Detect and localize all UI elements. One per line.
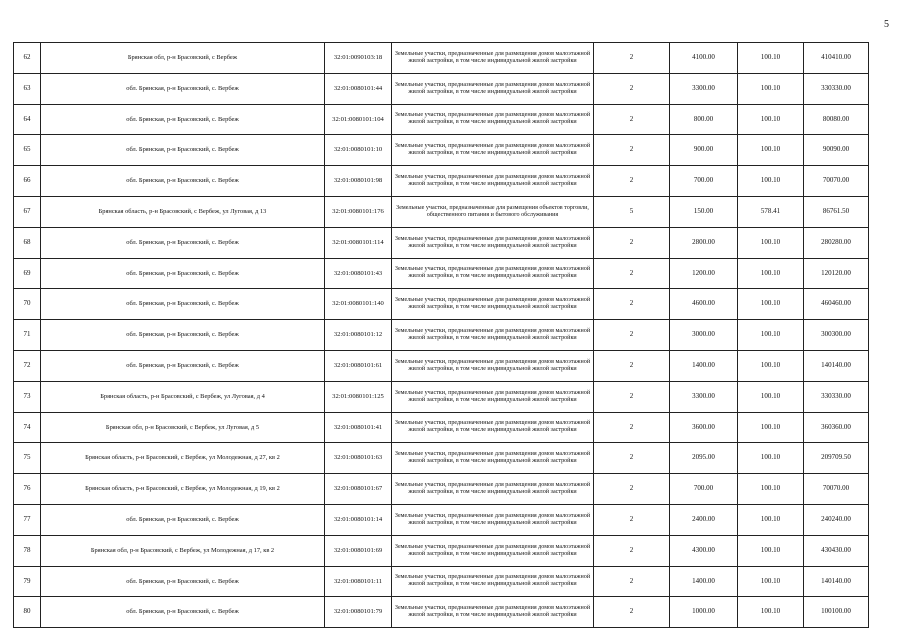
table-row: [14, 320, 869, 351]
area-cell: 1200.00: [670, 258, 738, 289]
cadastral-value-cell: 360360.00: [804, 412, 869, 443]
address-cell: Брянская область, р-н Брасовский, с Вербеж, ул Луговая, д 4: [41, 381, 325, 412]
cadastral-number-cell: 32:01:0080101:125: [325, 381, 392, 412]
specific-value-cell: 100.10: [738, 258, 804, 289]
table-row: [14, 566, 869, 597]
cadastral-number-cell: 32:01:0080101:14: [325, 504, 392, 535]
table-row: [14, 73, 869, 104]
group-cell: 2: [594, 320, 670, 351]
specific-value-cell: 100.10: [738, 597, 804, 628]
address-cell: обл. Брянская, р-н Брасовский, с. Вербеж: [41, 166, 325, 197]
cadastral-number-cell: 32:01:0080101:44: [325, 73, 392, 104]
table-row: [14, 443, 869, 474]
table-row: [14, 597, 869, 628]
land-use-cell: Земельные участки, предназначенные для размещения домов малоэтажной жилой застройки, в том числе индивидуальной жилой застройки: [392, 381, 594, 412]
row-number: 66: [14, 166, 41, 197]
land-use-cell: Земельные участки, предназначенные для размещения домов малоэтажной жилой застройки, в том числе индивидуальной жилой застройки: [392, 73, 594, 104]
address-cell: обл. Брянская, р-н Брасовский, с. Вербеж: [41, 504, 325, 535]
group-cell: 2: [594, 566, 670, 597]
land-use-cell: Земельные участки, предназначенные для размещения домов малоэтажной жилой застройки, в том числе индивидуальной жилой застройки: [392, 135, 594, 166]
row-number: 64: [14, 104, 41, 135]
row-number: 77: [14, 504, 41, 535]
cadastral-value-cell: 86761.50: [804, 196, 869, 227]
address-cell: Брянская область, р-н Брасовский, с Вербеж, ул Молодежная, д 27, кв 2: [41, 443, 325, 474]
table-row: [14, 227, 869, 258]
specific-value-cell: 100.10: [738, 135, 804, 166]
area-cell: 700.00: [670, 474, 738, 505]
address-cell: обл. Брянская, р-н Брасовский, с. Вербеж: [41, 289, 325, 320]
specific-value-cell: 578.41: [738, 196, 804, 227]
address-cell: обл. Брянская, р-н Брасовский, с. Вербеж: [41, 566, 325, 597]
specific-value-cell: 100.10: [738, 289, 804, 320]
land-use-cell: Земельные участки, предназначенные для размещения домов малоэтажной жилой застройки, в том числе индивидуальной жилой застройки: [392, 320, 594, 351]
group-cell: 2: [594, 597, 670, 628]
row-number: 70: [14, 289, 41, 320]
table-row: [14, 350, 869, 381]
cadastral-value-cell: 280280.00: [804, 227, 869, 258]
address-cell: обл. Брянская, р-н Брасовский, с. Вербеж: [41, 227, 325, 258]
cadastral-value-cell: 80080.00: [804, 104, 869, 135]
row-number: 71: [14, 320, 41, 351]
specific-value-cell: 100.10: [738, 166, 804, 197]
cadastral-number-cell: 32:01:0080101:104: [325, 104, 392, 135]
specific-value-cell: 100.10: [738, 412, 804, 443]
area-cell: 3300.00: [670, 73, 738, 104]
cadastral-value-cell: 430430.00: [804, 535, 869, 566]
group-cell: 2: [594, 104, 670, 135]
row-number: 62: [14, 43, 41, 74]
area-cell: 2400.00: [670, 504, 738, 535]
address-cell: Брянская обл, р-н Брасовский, с Вербеж, ул Луговая, д 5: [41, 412, 325, 443]
cadastral-value-cell: 70070.00: [804, 474, 869, 505]
cadastral-number-cell: 32:01:0080101:12: [325, 320, 392, 351]
address-cell: обл. Брянская, р-н Брасовский, с. Вербеж: [41, 350, 325, 381]
table-row: [14, 166, 869, 197]
cadastral-number-cell: 32:01:0080101:98: [325, 166, 392, 197]
cadastral-value-cell: 410410.00: [804, 43, 869, 74]
row-number: 67: [14, 196, 41, 227]
address-cell: обл. Брянская, р-н Брасовский, с. Вербеж: [41, 597, 325, 628]
row-number: 69: [14, 258, 41, 289]
land-use-cell: Земельные участки, предназначенные для размещения домов малоэтажной жилой застройки, в том числе индивидуальной жилой застройки: [392, 443, 594, 474]
area-cell: 2095.00: [670, 443, 738, 474]
group-cell: 2: [594, 135, 670, 166]
cadastral-number-cell: 32:01:0080101:41: [325, 412, 392, 443]
address-cell: обл. Брянская, р-н Брасовский, с. Вербеж: [41, 104, 325, 135]
table-row: [14, 474, 869, 505]
group-cell: 2: [594, 43, 670, 74]
cadastral-number-cell: 32:01:0080101:61: [325, 350, 392, 381]
land-use-cell: Земельные участки, предназначенные для размещения домов малоэтажной жилой застройки, в том числе индивидуальной жилой застройки: [392, 597, 594, 628]
address-cell: Брянская обл, р-н Брасовский, с Вербеж: [41, 43, 325, 74]
area-cell: 700.00: [670, 166, 738, 197]
area-cell: 4300.00: [670, 535, 738, 566]
row-number: 78: [14, 535, 41, 566]
cadastral-number-cell: 32:01:0080101:69: [325, 535, 392, 566]
area-cell: 150.00: [670, 196, 738, 227]
land-use-cell: Земельные участки, предназначенные для размещения домов малоэтажной жилой застройки, в том числе индивидуальной жилой застройки: [392, 504, 594, 535]
land-use-cell: Земельные участки, предназначенные для размещения домов малоэтажной жилой застройки, в том числе индивидуальной жилой застройки: [392, 104, 594, 135]
table-row: [14, 504, 869, 535]
area-cell: 4600.00: [670, 289, 738, 320]
row-number: 63: [14, 73, 41, 104]
address-cell: обл. Брянская, р-н Брасовский, с. Вербеж: [41, 320, 325, 351]
table-row: [14, 135, 869, 166]
area-cell: 2800.00: [670, 227, 738, 258]
cadastral-value-cell: 100100.00: [804, 597, 869, 628]
address-cell: Брянская обл, р-н Брасовский, с Вербеж, ул Молодежная, д 17, кв 2: [41, 535, 325, 566]
row-number: 72: [14, 350, 41, 381]
land-use-cell: Земельные участки, предназначенные для размещения домов малоэтажной жилой застройки, в том числе индивидуальной жилой застройки: [392, 258, 594, 289]
table-row: [14, 104, 869, 135]
group-cell: 2: [594, 443, 670, 474]
cadastral-value-cell: 70070.00: [804, 166, 869, 197]
group-cell: 2: [594, 289, 670, 320]
cadastral-number-cell: 32:01:0080101:114: [325, 227, 392, 258]
area-cell: 1400.00: [670, 566, 738, 597]
cadastral-value-cell: 140140.00: [804, 350, 869, 381]
cadastral-value-cell: 460460.00: [804, 289, 869, 320]
land-use-cell: Земельные участки, предназначенные для размещения объектов торговли, общественного питания и бытового обслуживания: [392, 196, 594, 227]
land-use-cell: Земельные участки, предназначенные для размещения домов малоэтажной жилой застройки, в том числе индивидуальной жилой застройки: [392, 43, 594, 74]
table-body: [14, 43, 869, 628]
specific-value-cell: 100.10: [738, 104, 804, 135]
land-use-cell: Земельные участки, предназначенные для размещения домов малоэтажной жилой застройки, в том числе индивидуальной жилой застройки: [392, 566, 594, 597]
cadastral-value-cell: 209709.50: [804, 443, 869, 474]
address-cell: обл. Брянская, р-н Брасовский, с. Вербеж: [41, 258, 325, 289]
area-cell: 1000.00: [670, 597, 738, 628]
table-row: [14, 381, 869, 412]
cadastral-value-cell: 330330.00: [804, 73, 869, 104]
land-use-cell: Земельные участки, предназначенные для размещения домов малоэтажной жилой застройки, в том числе индивидуальной жилой застройки: [392, 412, 594, 443]
address-cell: обл. Брянская, р-н Брасовский, с. Вербеж: [41, 135, 325, 166]
table-row: [14, 43, 869, 74]
cadastral-value-cell: 90090.00: [804, 135, 869, 166]
group-cell: 2: [594, 412, 670, 443]
specific-value-cell: 100.10: [738, 43, 804, 74]
group-cell: 2: [594, 350, 670, 381]
specific-value-cell: 100.10: [738, 350, 804, 381]
table-row: [14, 196, 869, 227]
group-cell: 2: [594, 504, 670, 535]
row-number: 76: [14, 474, 41, 505]
area-cell: 3300.00: [670, 381, 738, 412]
cadastral-number-cell: 32:01:0090103:18: [325, 43, 392, 74]
row-number: 68: [14, 227, 41, 258]
group-cell: 2: [594, 73, 670, 104]
table-row: [14, 289, 869, 320]
group-cell: 2: [594, 535, 670, 566]
land-use-cell: Земельные участки, предназначенные для размещения домов малоэтажной жилой застройки, в том числе индивидуальной жилой застройки: [392, 535, 594, 566]
table-row: [14, 258, 869, 289]
land-registry-table: [13, 42, 869, 628]
cadastral-number-cell: 32:01:0080101:10: [325, 135, 392, 166]
cadastral-number-cell: 32:01:0080101:63: [325, 443, 392, 474]
address-cell: Брянская область, р-н Брасовский, с Вербеж, ул Луговая, д 13: [41, 196, 325, 227]
specific-value-cell: 100.10: [738, 381, 804, 412]
land-use-cell: Земельные участки, предназначенные для размещения домов малоэтажной жилой застройки, в том числе индивидуальной жилой застройки: [392, 166, 594, 197]
cadastral-value-cell: 120120.00: [804, 258, 869, 289]
land-use-cell: Земельные участки, предназначенные для размещения домов малоэтажной жилой застройки, в том числе индивидуальной жилой застройки: [392, 350, 594, 381]
address-cell: Брянская область, р-н Брасовский, с Вербеж, ул Молодежная, д 19, кв 2: [41, 474, 325, 505]
cadastral-number-cell: 32:01:0080101:11: [325, 566, 392, 597]
area-cell: 4100.00: [670, 43, 738, 74]
specific-value-cell: 100.10: [738, 320, 804, 351]
group-cell: 2: [594, 258, 670, 289]
group-cell: 2: [594, 381, 670, 412]
specific-value-cell: 100.10: [738, 73, 804, 104]
cadastral-number-cell: 32:01:0080101:176: [325, 196, 392, 227]
row-number: 75: [14, 443, 41, 474]
group-cell: 2: [594, 227, 670, 258]
specific-value-cell: 100.10: [738, 504, 804, 535]
table-row: [14, 535, 869, 566]
cadastral-number-cell: 32:01:0080101:79: [325, 597, 392, 628]
row-number: 65: [14, 135, 41, 166]
specific-value-cell: 100.10: [738, 566, 804, 597]
area-cell: 3000.00: [670, 320, 738, 351]
cadastral-number-cell: 32:01:0080101:43: [325, 258, 392, 289]
area-cell: 800.00: [670, 104, 738, 135]
group-cell: 2: [594, 166, 670, 197]
cadastral-number-cell: 32:01:0080101:140: [325, 289, 392, 320]
cadastral-value-cell: 300300.00: [804, 320, 869, 351]
specific-value-cell: 100.10: [738, 535, 804, 566]
area-cell: 1400.00: [670, 350, 738, 381]
area-cell: 900.00: [670, 135, 738, 166]
land-use-cell: Земельные участки, предназначенные для размещения домов малоэтажной жилой застройки, в том числе индивидуальной жилой застройки: [392, 289, 594, 320]
row-number: 74: [14, 412, 41, 443]
cadastral-value-cell: 240240.00: [804, 504, 869, 535]
row-number: 73: [14, 381, 41, 412]
page-number: 5: [884, 19, 889, 30]
group-cell: 2: [594, 474, 670, 505]
cadastral-value-cell: 140140.00: [804, 566, 869, 597]
cadastral-value-cell: 330330.00: [804, 381, 869, 412]
specific-value-cell: 100.10: [738, 227, 804, 258]
area-cell: 3600.00: [670, 412, 738, 443]
cadastral-number-cell: 32:01:0080101:67: [325, 474, 392, 505]
land-use-cell: Земельные участки, предназначенные для размещения домов малоэтажной жилой застройки, в том числе индивидуальной жилой застройки: [392, 227, 594, 258]
table-row: [14, 412, 869, 443]
group-cell: 5: [594, 196, 670, 227]
specific-value-cell: 100.10: [738, 443, 804, 474]
land-use-cell: Земельные участки, предназначенные для размещения домов малоэтажной жилой застройки, в том числе индивидуальной жилой застройки: [392, 474, 594, 505]
row-number: 80: [14, 597, 41, 628]
specific-value-cell: 100.10: [738, 474, 804, 505]
address-cell: обл. Брянская, р-н Брасовский, с. Вербеж: [41, 73, 325, 104]
row-number: 79: [14, 566, 41, 597]
